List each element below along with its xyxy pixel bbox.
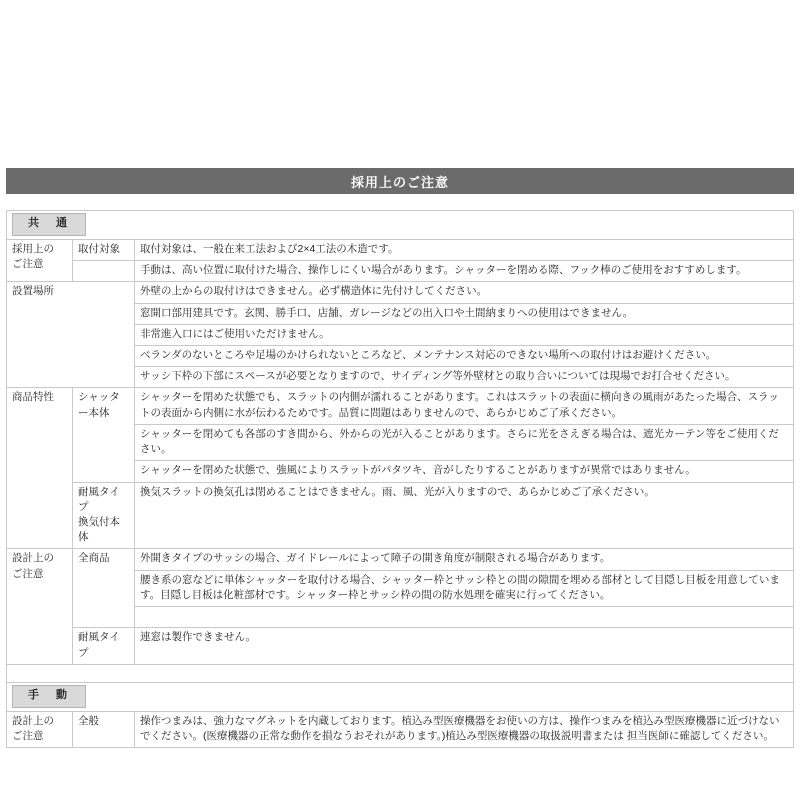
note-text: 外壁の上からの取付けはできません。必ず構造体に先付けしてください。 [135,282,794,303]
notes-table [6,210,794,748]
note-text: 連窓は製作できません。 [135,628,794,664]
note-text: 窓開口部用建具です。玄関、勝手口、店舗、ガレージなどの出入口や土間納まりへの使用はできません。 [135,303,794,324]
section-header-row [7,682,794,711]
table-row [7,282,794,303]
notes-table-container [6,210,794,748]
table-row [7,482,794,549]
note-text: 非常進入口にはご使用いただけません。 [135,324,794,345]
table-row [7,239,794,260]
note-text: 腰き系の窓などに単体シャッターを取付ける場合、シャッター枠とサッシ枠との間の隙間を埋める部材として目隠し目板を用意しています。目隠し目板は化粧部材です。シャッター枠とサッシ枠の間の防水処理を確実に行ってください。 [135,570,794,606]
section-label-common: 共 通 [12,213,86,236]
subcategory-cell: 取付対象 [73,239,135,260]
subcategory-cell: 耐風タイプ [73,628,135,664]
page-title-text: 採用上のご注意 [350,174,449,190]
table-row [7,388,794,424]
table-spacer-row [7,664,794,682]
note-text: 取付対象は、一般在来工法および2×4工法の木造です。 [135,239,794,260]
page-title [6,168,794,194]
note-text: シャッターを閉めても各部のすき間から、外からの光が入ることがあります。さらに光をさえぎる場合は、遮光カーテン等をご使用ください。 [135,424,794,460]
subcategory-cell: シャッター本体 [73,388,135,482]
table-row [7,711,794,747]
spacer-cell [7,664,794,682]
table-row [7,628,794,664]
table-row [7,549,794,570]
section-header-row [7,211,794,240]
section-label-manual: 手 動 [12,685,86,708]
category-cell: 採用上の ご注意 [7,239,73,281]
note-text [135,607,794,628]
category-cell: 設置場所 [7,282,135,388]
note-text: 手動は、高い位置に取付けた場合、操作しにくい場合があります。シャッターを閉める際、フック棒のご使用をおすすめします。 [135,261,794,282]
table-row [7,261,794,282]
note-text: シャッターを閉めた状態でも、スラットの内側が濡れることがあります。これはスラットの表面に横向きの風雨があたった場合、スラットの表面から内側に水が伝わるためです。品質に問題はありませんので、あらかじめご了承ください。 [135,388,794,424]
subcategory-cell: 耐風タイプ 換気付本体 [73,482,135,549]
subcategory-cell [73,261,135,282]
section-header-cell [7,682,794,711]
category-cell: 設計上の ご注意 [7,711,73,747]
note-text: 外開きタイプのサッシの場合、ガイドレールによって障子の開き角度が制限される場合があります。 [135,549,794,570]
category-cell: 商品特性 [7,388,73,549]
note-text: ベランダのないところや足場のかけられないところなど、メンテナンス対応のできない場所への取付けはお避けください。 [135,346,794,367]
note-text: 換気スラットの換気孔は閉めることはできません。雨、風、光が入りますので、あらかじめご了承ください。 [135,482,794,549]
subcategory-cell: 全般 [73,711,135,747]
subcategory-cell: 全商品 [73,549,135,628]
note-text: 操作つまみは、強力なマグネットを内蔵しております。植込み型医療機器をお使いの方は、操作つまみを植込み型医療機器に近づけないでください。(医療機器の正常な動作を損なうおそれがあります。)植込み型医療機器の取扱説明書または 担当医師に確認してください。 [135,711,794,747]
section-header-cell [7,211,794,240]
category-cell: 設計上の ご注意 [7,549,73,664]
note-text: サッシ下枠の下部にスペースが必要となりますので、サイディング等外壁材との取り合いについては現場でお打合せください。 [135,367,794,388]
note-text: シャッターを閉めた状態で、強風によりスラットがパタツキ、音がしたりすることがありますが異常ではありません。 [135,461,794,482]
